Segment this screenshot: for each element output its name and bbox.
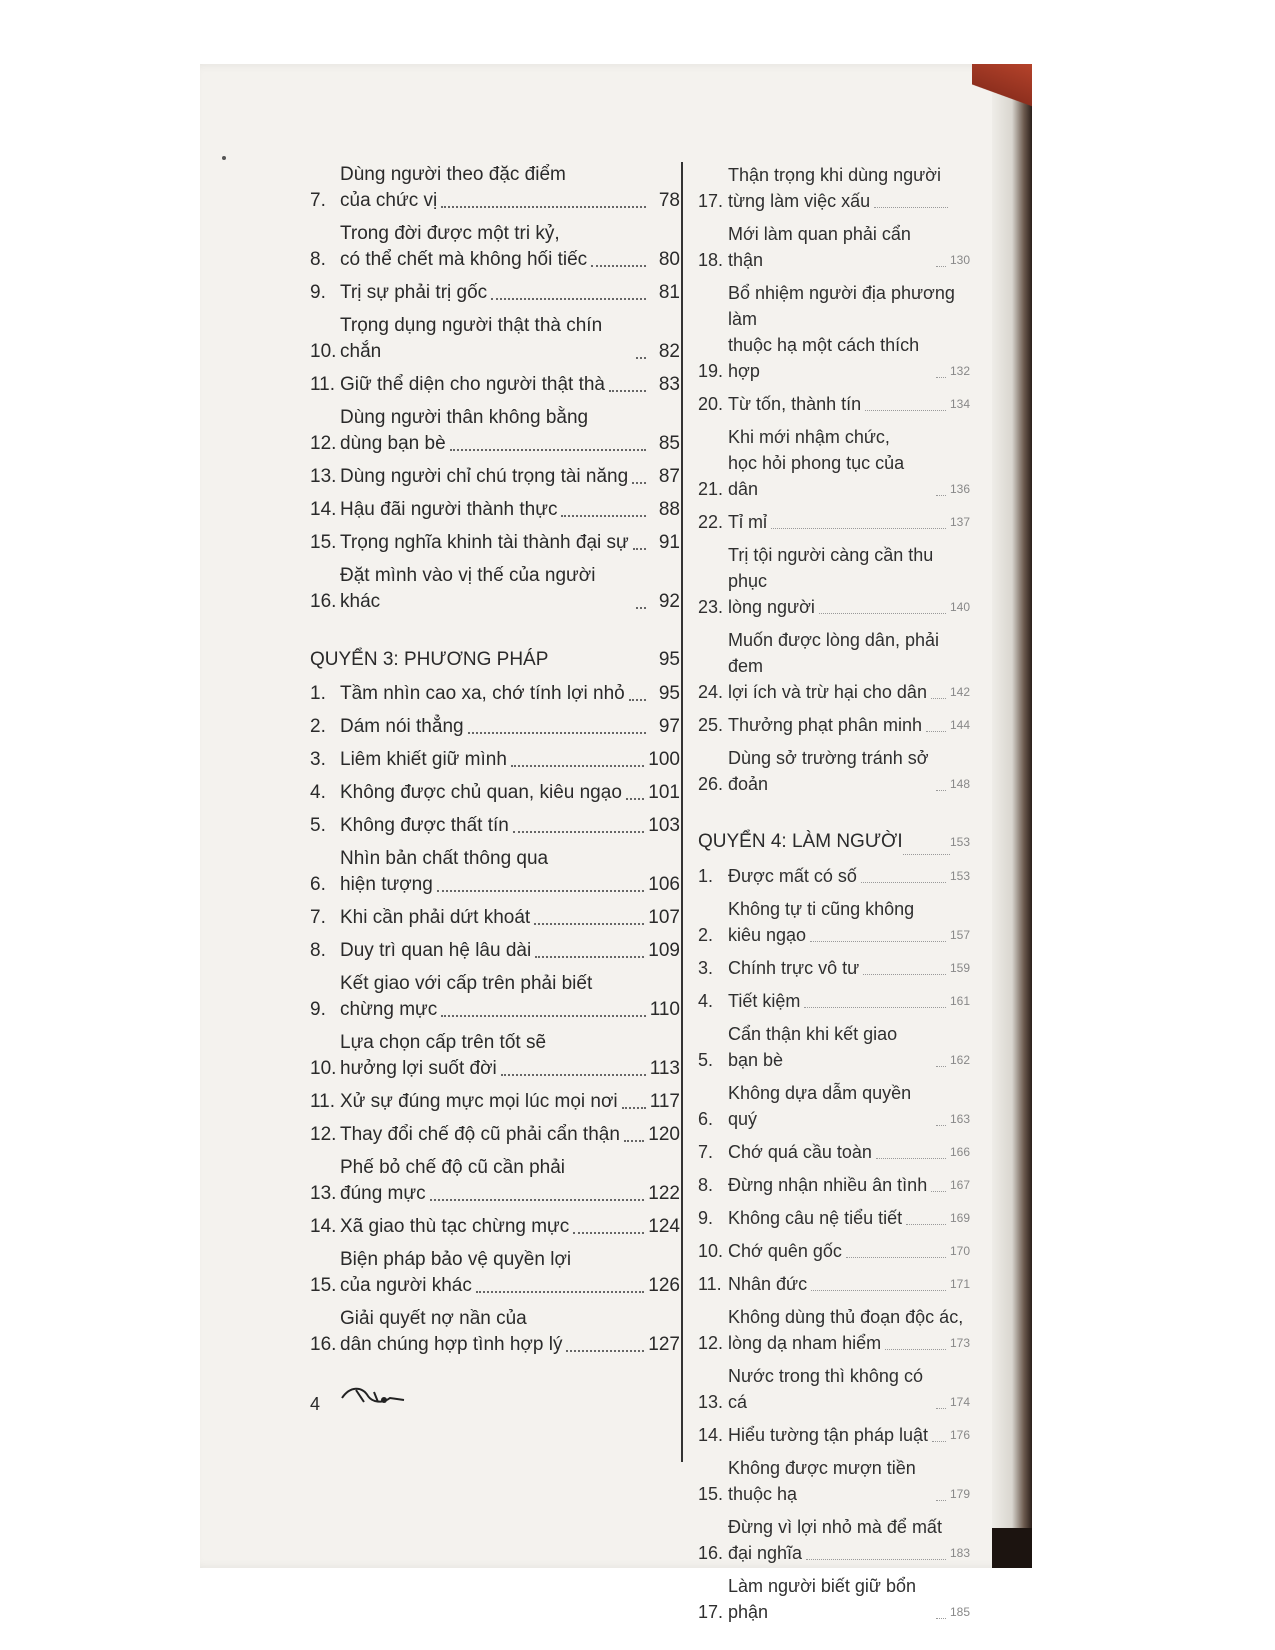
toc-entry (698, 509, 970, 535)
dot-leader (876, 1158, 946, 1159)
toc-entry (698, 1363, 970, 1415)
entry-title: Xã giao thù tạc chừng mực (340, 1216, 570, 1237)
entry-number: 16. (310, 1334, 337, 1355)
entry-title: Trọng dụng người thật thà chín chắn (340, 315, 603, 362)
entry-number: 1. (698, 866, 714, 886)
dot-leader (501, 1074, 646, 1076)
entry-title: Tiết kiệm (728, 991, 801, 1011)
toc-entry (310, 1306, 680, 1358)
entry-title: Nhân đức (728, 1274, 808, 1294)
dot-leader (491, 298, 646, 300)
entry-title: lòng người (728, 597, 815, 617)
dot-leader (476, 1291, 644, 1293)
entry-number: 15. (310, 532, 337, 553)
entry-page-number: 167 (949, 1178, 970, 1192)
entry-title: Lựa chọn cấp trên tốt sẽ (340, 1032, 547, 1053)
entry-page-number: 122 (648, 1183, 680, 1204)
entry-page-number: 88 (658, 499, 680, 520)
entry-page-number: 81 (658, 282, 680, 303)
dot-leader (819, 613, 946, 614)
entry-title: Dùng người theo đặc điểm (340, 164, 566, 185)
entry-page-number: 171 (949, 1277, 970, 1291)
entry-number: 14. (310, 499, 337, 520)
entry-number: 11. (310, 374, 336, 395)
entry-title: Chính trực vô tư (728, 958, 860, 978)
entry-number: 9. (698, 1208, 714, 1228)
entry-page-number: 87 (658, 466, 680, 487)
dot-leader (906, 1224, 946, 1225)
entry-page-number: 153 (949, 869, 970, 883)
toc-entry (310, 405, 680, 457)
book-page (200, 64, 1032, 1622)
entry-number: 16. (698, 1543, 724, 1563)
entry-title: Trọng nghĩa khinh tài thành đại sự (340, 532, 629, 553)
entry-page-number: 78 (658, 190, 680, 211)
dot-leader (633, 548, 646, 550)
column-divider (681, 162, 683, 1462)
dot-leader (846, 1257, 946, 1258)
toc-entry (698, 542, 970, 620)
entry-number: 14. (310, 1216, 337, 1237)
entry-title: Không tự ti cũng không (728, 899, 915, 919)
dot-leader (450, 449, 646, 451)
entry-page-number: 109 (648, 940, 680, 961)
entry-title: của chức vị (340, 190, 438, 211)
entry-title: học hỏi phong tục của dân (728, 453, 905, 499)
entry-number: 9. (310, 999, 326, 1020)
dot-leader (865, 410, 946, 411)
dot-leader (936, 495, 946, 496)
entry-number: 15. (310, 1275, 337, 1296)
entry-number: 10. (310, 341, 337, 362)
toc-entry (310, 464, 680, 490)
entry-page-number: 134 (949, 397, 970, 411)
toc-entry (698, 1422, 970, 1448)
cover-corner (972, 64, 1032, 112)
entry-page-number: 110 (649, 999, 680, 1020)
entry-number: 7. (310, 190, 326, 211)
entry-title: hiện tượng (340, 874, 433, 895)
entry-number: 3. (698, 958, 714, 978)
entry-number: 20. (698, 394, 724, 414)
entry-title: Dùng người chỉ chú trọng tài năng (340, 466, 629, 487)
dot-leader (624, 1140, 644, 1142)
toc-entry (310, 372, 680, 398)
toc-entry (310, 1030, 680, 1082)
entry-number: 10. (310, 1058, 337, 1079)
entry-title: Dùng sở trường tránh sở đoản (728, 748, 929, 794)
entry-title: Biện pháp bảo vệ quyền lợi (340, 1249, 572, 1270)
entry-title: dùng bạn bè (340, 433, 446, 454)
dot-leader (626, 798, 644, 800)
entry-title: Không câu nệ tiểu tiết (728, 1208, 903, 1228)
entry-title: Tỉ mỉ (728, 512, 767, 532)
entry-page-number: 185 (949, 1605, 970, 1619)
toc-entry (310, 162, 680, 214)
toc-entry (310, 780, 680, 806)
entry-title: Dùng người thân không bằng (340, 407, 589, 428)
entry-number: 10. (698, 1241, 724, 1261)
entry-number: 2. (310, 716, 326, 737)
entry-number: 8. (310, 940, 326, 961)
entry-number: 15. (698, 1484, 724, 1504)
toc-entry (310, 846, 680, 898)
toc-entry (698, 424, 970, 502)
entry-number: 14. (698, 1425, 724, 1445)
entry-title: chừng mực (340, 999, 438, 1020)
dot-leader (931, 1191, 946, 1192)
entry-page-number: 113 (649, 1058, 680, 1079)
entry-number: 17. (698, 191, 724, 211)
toc-entry (698, 1455, 970, 1507)
entry-title: Xử sự đúng mực mọi lúc mọi nơi (340, 1091, 618, 1112)
dot-leader (535, 956, 644, 958)
toc-entry (698, 1271, 970, 1297)
toc-entry (698, 1573, 970, 1625)
toc-entry (698, 896, 970, 948)
entry-number: 13. (310, 1183, 337, 1204)
dot-leader (430, 1199, 645, 1201)
entry-number: 5. (310, 815, 326, 836)
entry-page-number: 161 (949, 994, 970, 1008)
toc-entry (698, 1205, 970, 1231)
entry-number: 9. (310, 282, 326, 303)
toc-entry (310, 714, 680, 740)
entry-page-number: 107 (648, 907, 680, 928)
entry-page-number: 179 (949, 1487, 970, 1501)
dot-leader (632, 482, 646, 484)
entry-title: Thận trọng khi dùng người (728, 165, 941, 185)
entry-number: 8. (310, 249, 326, 270)
toc-entry (698, 391, 970, 417)
entry-number: 16. (310, 591, 337, 612)
entry-number: 17. (698, 1602, 724, 1622)
entry-page-number: 132 (949, 364, 970, 378)
dot-leader (936, 790, 946, 791)
entry-page-number: 95 (658, 683, 680, 704)
dot-leader (636, 357, 646, 359)
entry-title: đại nghĩa (728, 1543, 803, 1563)
entry-number: 24. (698, 682, 724, 702)
entry-number: 13. (698, 1392, 724, 1412)
entry-page-number: 101 (648, 782, 680, 803)
entry-page-number: 97 (658, 716, 680, 737)
entry-title: Trong đời được một tri kỷ, (340, 223, 560, 244)
entry-title: Khi mới nhậm chức, (728, 427, 890, 447)
dot-leader (936, 1500, 946, 1501)
dot-leader (874, 207, 948, 208)
entry-number: 7. (310, 907, 326, 928)
page-number: 4 (310, 1394, 321, 1414)
entry-title: Đặt mình vào vị thế của người khác (340, 565, 596, 612)
toc-entry (698, 627, 970, 705)
entry-number: 8. (698, 1175, 714, 1195)
entry-page-number: 173 (949, 1336, 970, 1350)
toc-entry (698, 1021, 970, 1073)
entry-page-number: 157 (949, 928, 970, 942)
dot-leader (437, 890, 645, 892)
dot-leader (936, 266, 946, 267)
entry-title: Từ tốn, thành tín (728, 394, 862, 414)
dot-leader (936, 1125, 946, 1126)
toc-entry (698, 1304, 970, 1356)
toc-entry (310, 221, 680, 273)
entry-page-number: 130 (949, 253, 970, 267)
dot-leader (561, 515, 646, 517)
dot-leader (936, 1408, 946, 1409)
page-gutter-shadow (992, 64, 1032, 1568)
entry-title: Giữ thể diện cho người thật thà (340, 374, 605, 395)
toc-entry (698, 221, 970, 273)
toc-entry (310, 563, 680, 615)
entry-number: 22. (698, 512, 724, 532)
dot-leader (936, 1066, 946, 1067)
entry-number: 6. (310, 874, 326, 895)
entry-number: 11. (698, 1274, 722, 1294)
entry-title: của người khác (340, 1275, 472, 1296)
entry-number: 12. (310, 433, 337, 454)
toc-entry (310, 938, 680, 964)
entry-number: 21. (698, 479, 724, 499)
toc-entry (698, 1139, 970, 1165)
entry-title: Hiểu tường tận pháp luật (728, 1425, 928, 1445)
toc-entry (310, 905, 680, 931)
toc-entry (698, 162, 970, 214)
entry-number: 6. (698, 1109, 714, 1129)
toc-entry (310, 1247, 680, 1299)
toc-entry (310, 313, 680, 365)
entry-page-number: 92 (658, 591, 680, 612)
entry-page-number: 166 (949, 1145, 970, 1159)
dot-leader (926, 731, 946, 732)
section-page-number: 95 (658, 649, 680, 670)
dot-leader (885, 1349, 946, 1350)
entry-page-number: 126 (648, 1275, 680, 1296)
entry-page-number: 91 (658, 532, 680, 553)
entry-page-number: 127 (648, 1334, 680, 1355)
entry-page-number: 82 (658, 341, 680, 362)
entry-title: Mới làm quan phải cẩn thận (728, 224, 911, 270)
toc-entry (310, 971, 680, 1023)
entry-page-number: 142 (949, 685, 970, 699)
entry-title: Tầm nhìn cao xa, chớ tính lợi nhỏ (340, 683, 625, 704)
entry-number: 5. (698, 1050, 714, 1070)
dot-leader (573, 1232, 644, 1234)
entry-number: 26. (698, 774, 724, 794)
entry-page-number: 106 (648, 874, 680, 895)
entry-title: Không được thất tín (340, 815, 509, 836)
dot-leader (931, 698, 946, 699)
toc-entry (310, 530, 680, 556)
entry-page-number: 144 (949, 718, 970, 732)
entry-page-number: 174 (949, 1395, 970, 1409)
entry-title: Không dùng thủ đoạn độc ác, (728, 1307, 964, 1327)
entry-page-number: 100 (648, 749, 680, 770)
toc-right-column (698, 162, 970, 1632)
entry-title: Muốn được lòng dân, phải đem (728, 630, 939, 676)
dot-leader (511, 765, 644, 767)
entry-page-number: 117 (649, 1091, 680, 1112)
dot-leader (771, 528, 946, 529)
entry-page-number: 148 (949, 777, 970, 791)
entry-title: lợi ích và trừ hại cho dân (728, 682, 927, 702)
toc-entry (698, 712, 970, 738)
entry-title: Cẩn thận khi kết giao bạn bè (728, 1024, 898, 1070)
entry-title: có thể chết mà không hối tiếc (340, 249, 588, 270)
entry-number: 4. (310, 782, 326, 803)
entry-number: 25. (698, 715, 724, 735)
entry-page-number: 183 (949, 1546, 970, 1560)
dot-leader (591, 265, 646, 267)
entry-number: 19. (698, 361, 724, 381)
entry-title: Thưởng phạt phân minh (728, 715, 922, 735)
entry-title: Đừng vì lợi nhỏ mà để mất (728, 1517, 942, 1537)
entry-title: Giải quyết nợ nần của (340, 1308, 527, 1329)
entry-number: 12. (310, 1124, 337, 1145)
entry-title: kiêu ngạo (728, 925, 807, 945)
entry-page-number: 162 (949, 1053, 970, 1067)
entry-number: 13. (310, 466, 337, 487)
entry-title: Kết giao với cấp trên phải biết (340, 973, 593, 994)
section-heading (698, 829, 970, 855)
entry-title: Không được mượn tiền thuộc hạ (728, 1458, 916, 1504)
entry-page-number: 137 (949, 515, 970, 529)
dot-leader (534, 923, 644, 925)
entry-title: Dám nói thẳng (340, 716, 464, 737)
entry-title: Làm người biết giữ bổn phận (728, 1576, 917, 1622)
toc-entry (698, 1238, 970, 1264)
entry-page-number: 140 (949, 600, 970, 614)
toc-entry (310, 280, 680, 306)
ink-speck (222, 156, 226, 160)
toc-entry (310, 1214, 680, 1240)
dot-leader (441, 206, 646, 208)
entry-title: Khi cần phải dứt khoát (340, 907, 531, 928)
entry-title: Nước trong thì không có cá (728, 1366, 923, 1412)
dot-leader (861, 882, 946, 883)
dot-leader (936, 1618, 946, 1619)
dot-leader (804, 1007, 946, 1008)
toc-entry (310, 747, 680, 773)
entry-number: 11. (310, 1091, 336, 1112)
entry-title: Chớ quá cầu toàn (728, 1142, 872, 1162)
toc-entry (698, 955, 970, 981)
entry-title: thuộc hạ một cách thích hợp (728, 335, 920, 381)
toc-entry (698, 988, 970, 1014)
entry-page-number: 124 (648, 1216, 680, 1237)
dot-leader (441, 1015, 645, 1017)
dot-leader (811, 1290, 946, 1291)
toc-left-column (310, 162, 680, 1365)
dot-leader (932, 1441, 946, 1442)
section-title: QUYỂN 3: PHƯƠNG PHÁP (310, 649, 549, 670)
dot-leader (936, 377, 946, 378)
entry-page-number: 159 (949, 961, 970, 975)
cover-bottom-corner (992, 1528, 1032, 1568)
entry-page-number: 163 (949, 1112, 970, 1126)
entry-page-number: 103 (648, 815, 680, 836)
dot-leader (863, 974, 946, 975)
toc-entry (698, 1172, 970, 1198)
entry-title: Hậu đãi người thành thực (340, 499, 558, 520)
entry-number: 4. (698, 991, 714, 1011)
entry-page-number: 176 (949, 1428, 970, 1442)
entry-title: hưởng lợi suốt đời (340, 1058, 497, 1079)
entry-page-number: 120 (648, 1124, 680, 1145)
entry-title: Nhìn bản chất thông qua (340, 848, 549, 869)
dot-leader (806, 1559, 946, 1560)
dot-leader (810, 941, 946, 942)
toc-entry (310, 497, 680, 523)
entry-page-number: 83 (658, 374, 680, 395)
entry-title: Đừng nhận nhiều ân tình (728, 1175, 928, 1195)
section-title: QUYỂN 4: LÀM NGƯỜI (698, 831, 903, 852)
entry-title: Chớ quên gốc (728, 1241, 842, 1261)
entry-number: 7. (698, 1142, 714, 1162)
entry-title: Thay đổi chế độ cũ phải cẩn thận (340, 1124, 620, 1145)
entry-number: 1. (310, 683, 326, 704)
toc-entry (698, 1080, 970, 1132)
entry-title: Trị sự phải trị gốc (340, 282, 488, 303)
toc-entry (698, 1514, 970, 1566)
dot-leader (622, 1107, 646, 1109)
entry-title: lòng dạ nham hiểm (728, 1333, 882, 1353)
toc-entry (698, 280, 970, 384)
toc-entry (310, 813, 680, 839)
entry-page-number: 136 (949, 482, 970, 496)
toc-entry (698, 863, 970, 889)
toc-entry (698, 745, 970, 797)
entry-number: 12. (698, 1333, 724, 1353)
toc-entry (310, 1089, 680, 1115)
entry-title: Duy trì quan hệ lâu dài (340, 940, 532, 961)
entry-title: Bổ nhiệm người địa phương làm (728, 283, 955, 329)
entry-page-number: 85 (658, 433, 680, 454)
toc-entry (310, 1155, 680, 1207)
dot-leader (629, 699, 646, 701)
decorative-ornament-icon (338, 1382, 408, 1408)
dot-leader (513, 831, 644, 833)
entry-title: Không được chủ quan, kiêu ngạo (340, 782, 622, 803)
section-heading (310, 647, 680, 673)
entry-title: Liêm khiết giữ mình (340, 749, 507, 770)
entry-page-number: 169 (949, 1211, 970, 1225)
entry-title: dân chúng hợp tình hợp lý (340, 1334, 563, 1355)
dot-leader (636, 607, 646, 609)
dot-leader (609, 390, 646, 392)
entry-title: từng làm việc xấu (728, 191, 871, 211)
dot-leader (566, 1350, 644, 1352)
entry-number: 23. (698, 597, 724, 617)
entry-title: Trị tội người càng cần thu phục (728, 545, 934, 591)
entry-number: 18. (698, 250, 724, 270)
dot-leader (468, 732, 646, 734)
entry-title: Được mất có số (728, 866, 857, 886)
section-page-number: 153 (949, 835, 970, 849)
entry-title: đúng mực (340, 1183, 426, 1204)
entry-page-number: 170 (949, 1244, 970, 1258)
toc-entry (310, 1122, 680, 1148)
entry-title: Không dựa dẫm quyền quý (728, 1083, 912, 1129)
toc-entry (310, 681, 680, 707)
entry-title: Phế bỏ chế độ cũ cần phải (340, 1157, 566, 1178)
entry-number: 2. (698, 925, 714, 945)
entry-page-number: 80 (658, 249, 680, 270)
entry-number: 3. (310, 749, 326, 770)
